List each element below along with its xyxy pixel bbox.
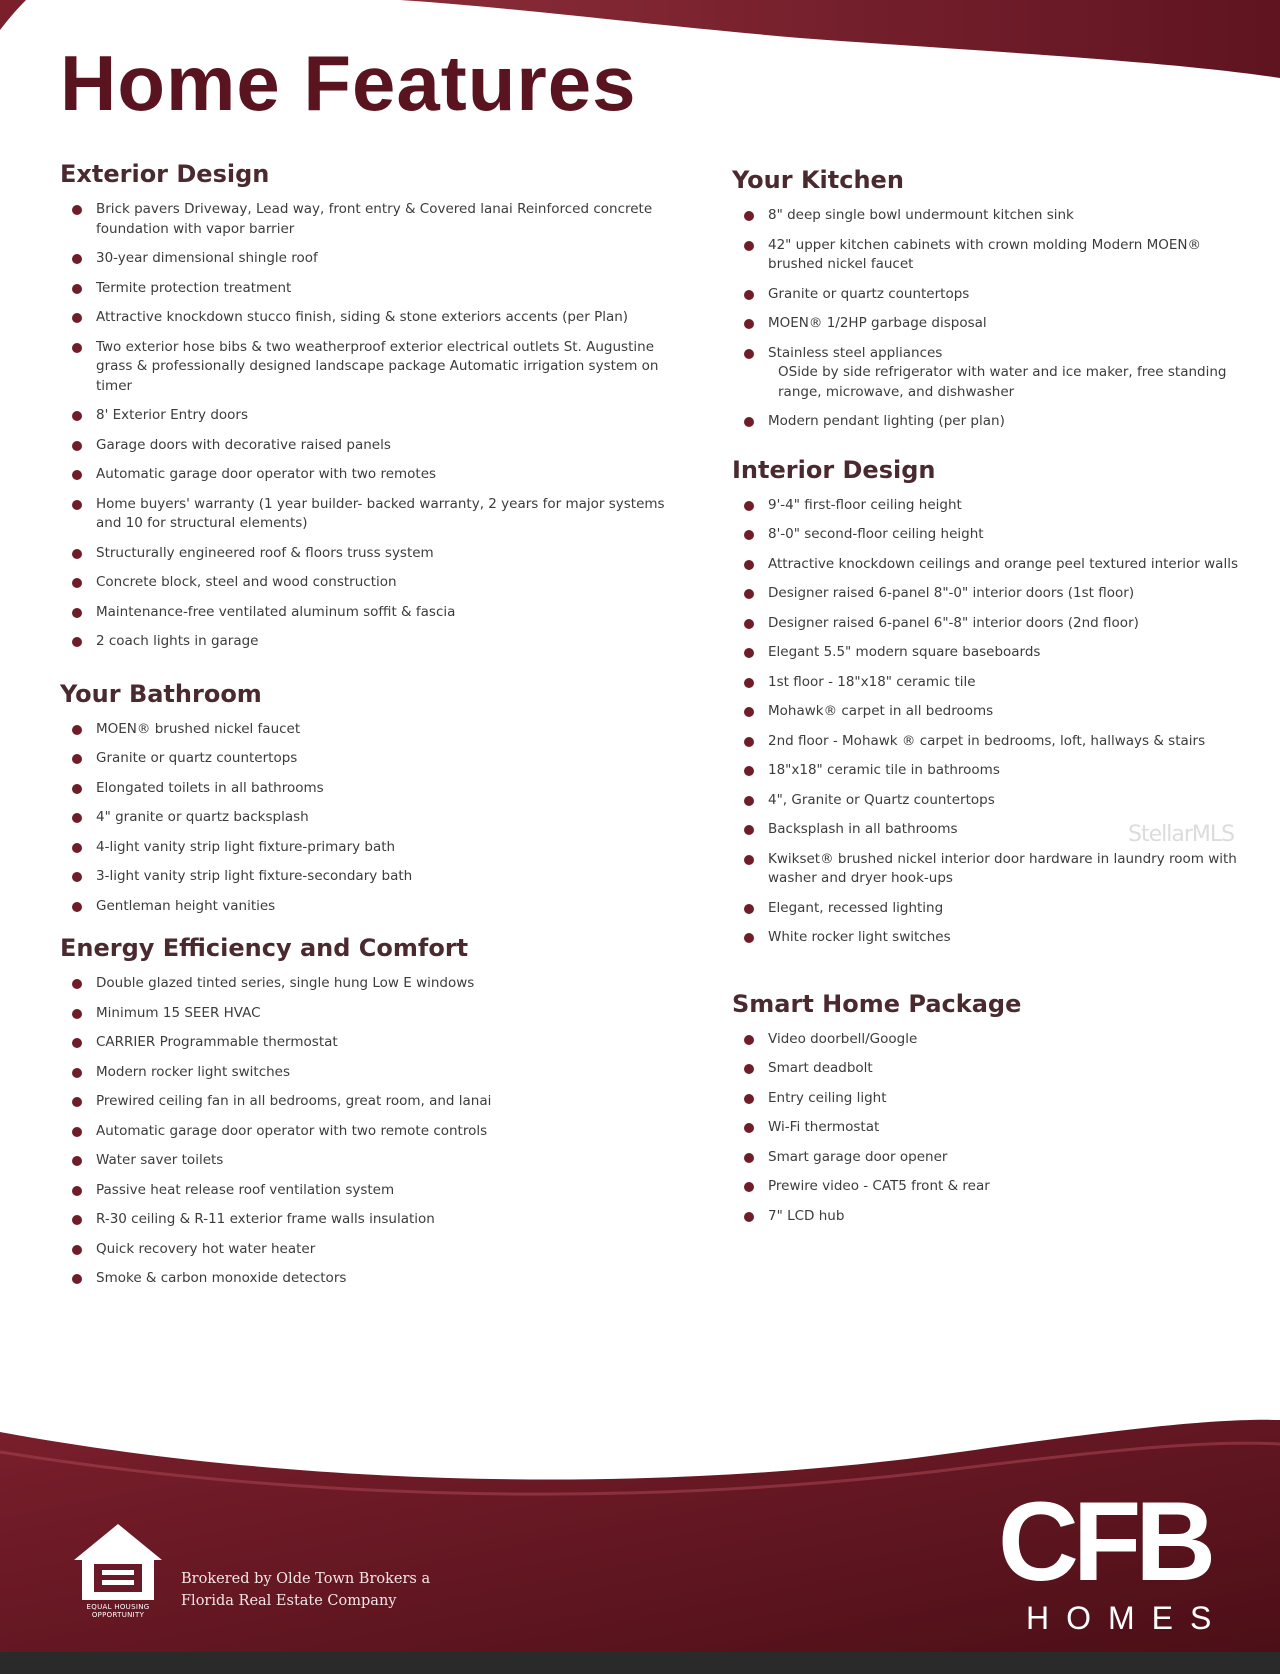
bullet-dot-icon [72,843,82,853]
section-heading: Interior Design [732,455,936,484]
bullet-dot-icon [72,411,82,421]
list-item: 4" granite or quartz backsplash [56,808,676,828]
section-energy-efficiency [56,934,676,1289]
list-item: 7" LCD hub [728,1207,1248,1227]
bullet-dot-icon [72,578,82,588]
list-item: 3-light vanity strip light fixture-secondary bath [56,867,676,887]
bullet-dot-icon [744,825,754,835]
list-item: Minimum 15 SEER HVAC [56,1004,676,1024]
section-your-kitchen [728,166,1248,432]
list-item: 8'-0" second-floor ceiling height [728,525,1248,545]
broker-text: Brokered by Olde Town Brokers a Florida Real Estate Company [181,1571,431,1609]
bullet-dot-icon [72,1274,82,1284]
bullet-dot-icon [72,608,82,618]
list-item: Termite protection treatment [56,279,676,299]
bullet-dot-icon [744,796,754,806]
bullet-dot-icon [744,501,754,511]
bullet-dot-icon [744,933,754,943]
list-item: Automatic garage door operator with two remotes [56,465,676,485]
bullet-dot-icon [72,979,82,989]
watermark: StellarMLS [1128,822,1235,847]
bullet-dot-icon [72,725,82,735]
bullet-dot-icon [72,637,82,647]
list-item: 2nd floor - Mohawk ® carpet in bedrooms, loft, hallways & stairs [728,732,1248,752]
right-column [728,166,1248,1236]
bullet-dot-icon [744,241,754,251]
list-item: Passive heat release roof ventilation system [56,1181,676,1201]
list-item: Smoke & carbon monoxide detectors [56,1269,676,1289]
bullet-dot-icon [744,417,754,427]
list-item: Home buyers' warranty (1 year builder- backed warranty, 2 years for major systems and 10 for structural elements) [56,495,676,534]
list-item: 8" deep single bowl undermount kitchen sink [728,206,1248,226]
list-item: Granite or quartz countertops [728,285,1248,305]
list-item: Prewire video - CAT5 front & rear [728,1177,1248,1197]
bullet-dot-icon [72,784,82,794]
bullet-dot-icon [744,1212,754,1222]
bullet-dot-icon [72,754,82,764]
bullet-dot-icon [72,284,82,294]
bullet-dot-icon [72,470,82,480]
bullet-dot-icon [72,1215,82,1225]
bullet-dot-icon [72,1068,82,1078]
list-item: Backsplash in all bathrooms [728,820,1248,840]
list-item: Maintenance-free ventilated aluminum soffit & fascia [56,603,676,623]
bullet-dot-icon [744,290,754,300]
section-heading: Smart Home Package [732,989,1022,1018]
section-exterior-design [56,160,676,652]
list-item: Attractive knockdown ceilings and orange peel textured interior walls [728,555,1248,575]
list-item: Quick recovery hot water heater [56,1240,676,1260]
list-item: MOEN® brushed nickel faucet [56,720,676,740]
list-item: Gentleman height vanities [56,897,676,917]
section-interior-design [728,456,1248,948]
section-heading: Your Kitchen [732,166,904,194]
list-item: Automatic garage door operator with two remote controls [56,1122,676,1142]
list-item: MOEN® 1/2HP garbage disposal [728,314,1248,334]
logo-cfb: CFB [998,1479,1211,1604]
list-item: Garage doors with decorative raised panels [56,436,676,456]
list-item: Wi-Fi thermostat [728,1118,1248,1138]
bullet-dot-icon [744,1182,754,1192]
bullet-dot-icon [72,205,82,215]
bullet-dot-icon [744,619,754,629]
bullet-dot-icon [744,560,754,570]
bullet-dot-icon [72,313,82,323]
bullet-dot-icon [72,441,82,451]
list-item: Elegant 5.5" modern square baseboards [728,643,1248,663]
list-item: Structurally engineered roof & floors truss system [56,544,676,564]
logo-homes: HOMES [1026,1600,1229,1636]
left-column [56,160,676,1299]
bullet-dot-icon [744,737,754,747]
bullet-dot-icon [72,1038,82,1048]
list-item: Brick pavers Driveway, Lead way, front entry & Covered lanai Reinforced concrete foundation with vapor barrier [56,200,676,239]
bullet-dot-icon [72,1127,82,1137]
list-item: Designer raised 6-panel 6"-8" interior doors (2nd floor) [728,614,1248,634]
list-item: 4-light vanity strip light fixture-primary bath [56,838,676,858]
equal-housing-house-icon [72,1520,164,1602]
feature-list [728,496,1248,948]
bullet-dot-icon [744,707,754,717]
bullet-dot-icon [744,855,754,865]
bullet-dot-icon [744,349,754,359]
list-item: Elegant, recessed lighting [728,899,1248,919]
list-item: Double glazed tinted series, single hung Low E windows [56,974,676,994]
list-item: 2 coach lights in garage [56,632,676,652]
feature-list [728,1030,1248,1227]
list-item: Designer raised 6-panel 8"-0" interior doors (1st floor) [728,584,1248,604]
list-item: Granite or quartz countertops [56,749,676,769]
list-item: 42" upper kitchen cabinets with crown molding Modern MOEN® brushed nickel faucet [728,236,1248,275]
bullet-dot-icon [744,1153,754,1163]
bullet-dot-icon [744,1123,754,1133]
bullet-dot-icon [744,1094,754,1104]
bullet-dot-icon [72,872,82,882]
feature-list [728,206,1248,432]
bullet-dot-icon [744,530,754,540]
list-item: White rocker light switches [728,928,1248,948]
section-heading: Your Bathroom [60,679,262,708]
list-item: Mohawk® carpet in all bedrooms [728,702,1248,722]
list-item: Smart garage door opener [728,1148,1248,1168]
page-title: Home Features [60,39,637,127]
list-item: 9'-4" first-floor ceiling height [728,496,1248,516]
list-item: CARRIER Programmable thermostat [56,1033,676,1053]
bullet-dot-icon [744,648,754,658]
list-item: 8' Exterior Entry doors [56,406,676,426]
bullet-dot-icon [744,1035,754,1045]
list-item: Smart deadbolt [728,1059,1248,1079]
feature-list [56,200,676,652]
bullet-dot-icon [72,813,82,823]
bullet-dot-icon [72,549,82,559]
section-heading: Exterior Design [60,160,270,188]
bullet-dot-icon [744,678,754,688]
list-item: Concrete block, steel and wood construction [56,573,676,593]
list-item: Entry ceiling light [728,1089,1248,1109]
bullet-dot-icon [744,211,754,221]
list-item: Kwikset® brushed nickel interior door hardware in laundry room with washer and dryer hook-ups [728,850,1248,889]
bullet-dot-icon [744,589,754,599]
list-item: Elongated toilets in all bathrooms [56,779,676,799]
feature-list [56,720,676,917]
section-your-bathroom [56,680,676,917]
feature-list [56,974,676,1289]
list-item: Two exterior hose bibs & two weatherproof exterior electrical outlets St. Augustine grass & professionally designed landscape package Automatic irrigation system on timer [56,338,676,397]
bullet-dot-icon [72,1097,82,1107]
bullet-dot-icon [72,1156,82,1166]
bullet-dot-icon [72,1009,82,1019]
bullet-dot-icon [72,1245,82,1255]
list-item: Stainless steel appliances OSide by side refrigerator with water and ice maker, free standing range, microwave, and dishwasher [728,344,1248,403]
list-item: Modern rocker light switches [56,1063,676,1083]
bullet-dot-icon [72,500,82,510]
bullet-dot-icon [744,1064,754,1074]
section-heading: Energy Efficiency and Comfort [60,934,469,962]
list-item: 1st floor - 18"x18" ceramic tile [728,673,1248,693]
list-item: Prewired ceiling fan in all bedrooms, great room, and lanai [56,1092,676,1112]
list-item: 18"x18" ceramic tile in bathrooms [728,761,1248,781]
list-item: Water saver toilets [56,1151,676,1171]
bullet-dot-icon [72,254,82,264]
appliance-subnote: OSide by side refrigerator with water and ice maker, free standing range, microwave, and dishwasher [778,364,1227,400]
bullet-dot-icon [744,319,754,329]
bullet-dot-icon [72,902,82,912]
bullet-dot-icon [72,343,82,353]
list-item: 4", Granite or Quartz countertops [728,791,1248,811]
list-item: Attractive knockdown stucco finish, siding & stone exteriors accents (per Plan) [56,308,676,328]
list-item: 30-year dimensional shingle roof [56,249,676,269]
bullet-dot-icon [744,766,754,776]
bullet-dot-icon [72,1186,82,1196]
list-item: R-30 ceiling & R-11 exterior frame walls insulation [56,1210,676,1230]
list-item: Modern pendant lighting (per plan) [728,412,1248,432]
list-item: Video doorbell/Google [728,1030,1248,1050]
section-smart-home [728,990,1248,1227]
equal-housing-label: EQUAL HOUSING OPPORTUNITY [86,1603,150,1619]
bullet-dot-icon [744,904,754,914]
